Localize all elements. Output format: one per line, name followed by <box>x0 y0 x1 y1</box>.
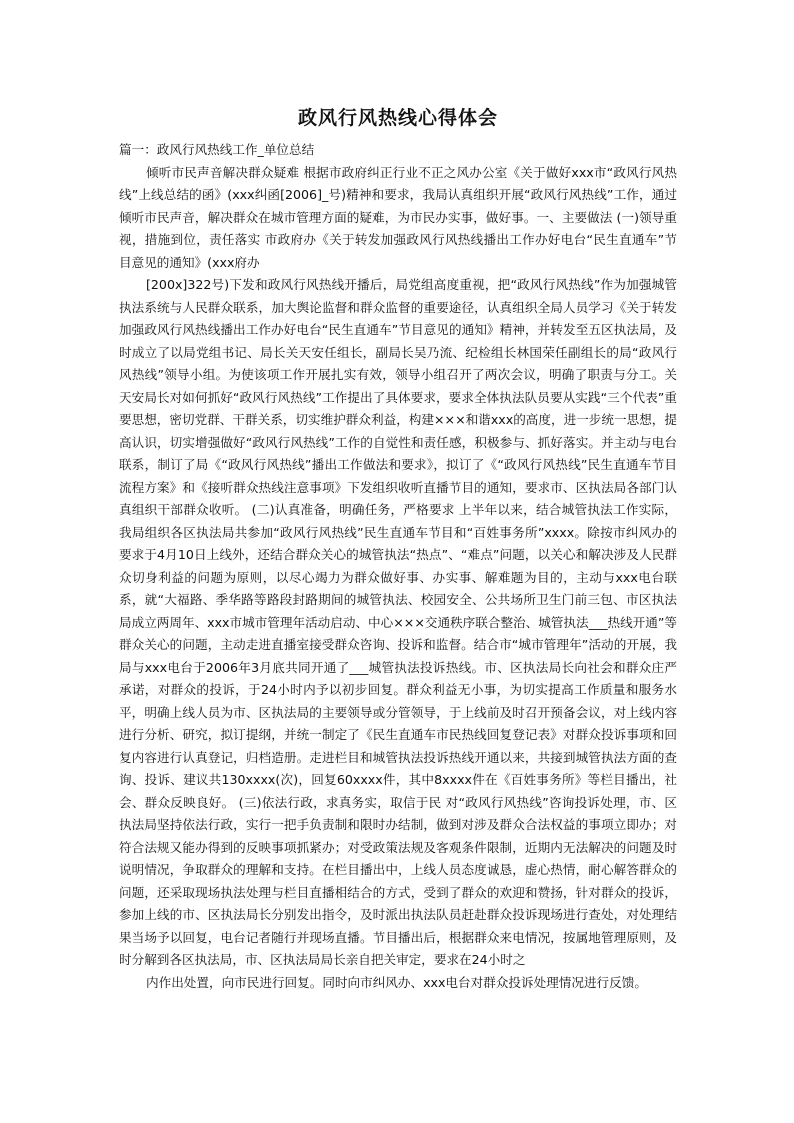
document-body <box>119 139 677 994</box>
section-heading: 篇一：政风行风热线工作_单位总结 <box>119 142 315 157</box>
body-paragraph: 内作出处置，向市民进行回复。同时向市纠风办、xxx电台对群众投诉处理情况进行反馈。 <box>146 974 647 990</box>
body-paragraph: 倾听市民声音解决群众疑难 根据市政府纠正行业不正之风办公室《关于做好xxx市“政风行风热线”上线总结的函》(xxx纠函[2006]_号)精神和要求，我局认真组织开展“政风行风热线”工作，通过倾听市民声音，解决群众在城市管理方面的疑难，为市民办实事，做好事。一、主要做法 (一)领导重视，措施到位，责任落实 市政府办《关于转发加强政风行风热线播出工作办好电台“民生直通车”节目意见的通知》(xxx府办 <box>119 164 677 270</box>
body-paragraph: [200x]322号)下发和政风行风热线开播后，局党组高度重视，把“政风行风热线”作为加强城管执法系统与人民群众联系，加大舆论监督和群众监督的重要途径，认真组织全局人员学习《关于转发加强政风行风热线播出工作办好电台“民生直通车”节目意见的通知》精神，并转发至五区执法局，及时成立了以局党组书记、局长关天安任组长，副局长吴乃流、纪检组长林国荣任副组长的局“政风行风热线”领导小组。为使该项工作开展扎实有效，领导小组召开了两次会议，明确了职责与分工。关天安局长对如何抓好“政风行风热线”工作提出了具体要求，要求全体执法队员要从实践“三个代表”重要思想，密切党群、干群关系，切实维护群众利益，构建×××和谐xxx的高度，进一步统一思想，提高认识，切实增强做好“政风行风热线”工作的自觉性和责任感，积极参与、抓好落实。并主动与电台联系，制订了局《“政风行风热线”播出工作做法和要求》，拟订了《“政风行风热线”民生直通车节目流程方案》和《接听群众热线注意事项》下发组织收听直播节目的通知，要求市、区执法局各部门认真组织干部群众收听。 (二)认真准备，明确任务，严格要求 上半年以来，结合城管执法工作实际，我局组织各区执法局共参加“政风行风热线”民生直通车节目和“百姓事务所”xxxx。除按市纠风办的要求于4月10日上线外，还结合群众关心的城管执法“热点”、“难点”问题，以关心和解决涉及人民群众切身利益的问题为原则，以尽心竭力为群众做好事、办实事、解难题为目的，主动与xxx电台联系，就“大福路、季华路等路段封路期间的城管执法、校园安全、公共场所卫生门前三包、市区执法局成立两周年、xxx市城市管理年活动启动、中心×××交通秩序联合整治、城管执法___热线开通”等群众关心的问题，主动走进直播室接受群众咨询、投诉和监督。结合市“城市管理年”活动的开展，我局与xxx电台于2006年3月底共同开通了___城管执法投诉热线。市、区执法局长向社会和群众庄严承诺，对群众的投诉，于24小时内予以初步回复。群众利益无小事，为切实提高工作质量和服务水平，明确上线人员为市、区执法局的主要领导或分管领导，于上线前及时召开预备会议，对上线内容进行分析、研究，拟订提纲，并统一制定了《民生直通车市民热线回复登记表》对群众投诉事项和回复内容进行认真登记，归档造册。走进栏目和城管执法投诉热线开通以来，共接到城管执法方面的查询、投诉、建议共130xxxx(次)，回复60xxxx件，其中8xxxx件在《百姓事务所》等栏目播出，社会、群众反映良好。 (三)依法行政，求真务实，取信于民 对“政风行风热线”咨询投诉处理，市、区执法局坚持依法行政，实行一把手负责制和限时办结制，做到对涉及群众合法权益的事项立即办；对符合法规又能办得到的反映事项抓紧办；对受政策法规及客观条件限制，近期内无法解决的问题及时说明情况，争取群众的理解和支持。在栏目播出中，上线人员态度诚恳，虚心热情，耐心解答群众的问题，还采取现场执法处理与栏目直播相结合的方式，受到了群众的欢迎和赞扬，针对群众的投诉，参加上线的市、区执法局长分别发出指令，及时派出执法队员赶赴群众投诉现场进行查处，对处理结果当场予以回复，电台记者随行并现场直播。节目播出后，根据群众来电情况，按属地管理原则，及时分解到各区执法局，市、区执法局局长亲自把关审定，要求在24小时之 <box>119 277 677 967</box>
page-title: 政风行风热线心得体会 <box>297 107 498 129</box>
